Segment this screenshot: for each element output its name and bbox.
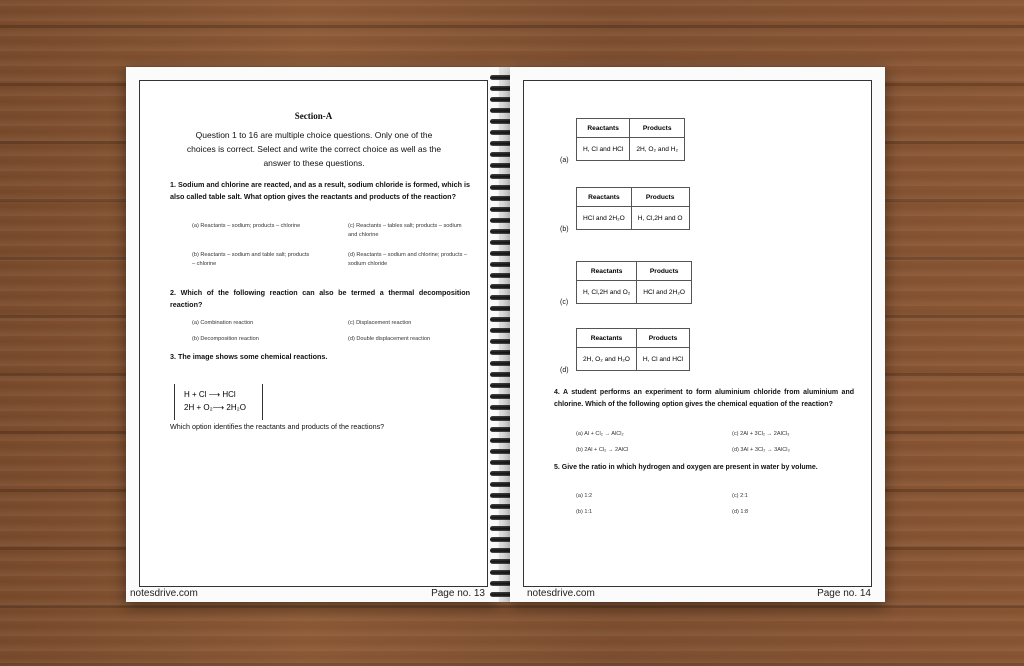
left-page: [126, 67, 499, 602]
table-d-header-products: Products: [636, 329, 689, 348]
question-1: 1. Sodium and chlorine are reacted, and as a result, sodium chloride is formed, which is also called table salt. What option gives the reactants and products of the reaction?: [170, 180, 470, 201]
table-c-products: HCl and 2H₂O: [637, 281, 692, 304]
q5-option-d: (d) 1:8: [732, 509, 749, 515]
table-a-products: 2H, O₂ and H₂: [630, 138, 685, 161]
table-b-label: (b): [560, 226, 569, 233]
section-title: Section-A: [294, 111, 333, 121]
question-3: 3. The image shows some chemical reactions.: [170, 352, 328, 361]
q2-option-a: (a) Combination reaction: [192, 320, 254, 326]
equation-box: [174, 384, 263, 420]
q1-option-a: (a) Reactants – sodium; products – chlorine: [192, 223, 301, 229]
table-c-reactants: H, Cl,2H and O₂: [577, 281, 637, 304]
q4-option-b: (b) 2Al + Cl₂ → 2AlCl: [576, 447, 629, 453]
table-d-label: (d): [560, 367, 569, 374]
q4-option-a: (a) Al + Cl₂ → AlCl₂: [576, 431, 624, 437]
table-a-label: (a): [560, 157, 569, 164]
table-b: [576, 187, 698, 235]
right-footer: [527, 586, 871, 602]
right-page-content: [523, 80, 872, 587]
footer-page-number: Page no. 14: [817, 588, 871, 599]
right-page: [510, 67, 885, 602]
q2-option-d: (d) Double displacement reaction: [348, 336, 431, 342]
intro-line-1: Question 1 to 16 are multiple choice questions. Only one of the: [195, 130, 433, 140]
table-c-header-reactants: Reactants: [577, 262, 637, 281]
q1-option-c: (c) Reactants – tables salt; products – sodium and chlorine: [348, 223, 462, 238]
q2-option-b: (b) Decomposition reaction: [192, 336, 259, 342]
q5-option-c: (c) 2:1: [732, 493, 748, 499]
table-b-reactants: HCl and 2H₂O: [577, 207, 632, 230]
table-c: [576, 261, 698, 309]
question-5: 5. Give the ratio in which hydrogen and oxygen are present in water by volume.: [554, 464, 818, 471]
intro-line-2: choices is correct. Select and write the correct choice as well as the: [186, 144, 442, 154]
footer-site: notesdrive.com: [527, 588, 595, 599]
table-a-header-products: Products: [630, 119, 685, 138]
question-2: 2. Which of the following reaction can also be termed a thermal decomposition reaction?: [170, 288, 470, 309]
equation-2: 2H + O₂⟶ 2H₂O: [184, 403, 246, 412]
q5-option-b: (b) 1:1: [576, 509, 593, 515]
table-a: [576, 118, 698, 166]
footer-site: notesdrive.com: [130, 588, 198, 599]
table-b-header-products: Products: [631, 188, 689, 207]
q1-option-b: (b) Reactants – sodium and table salt; products – chlorine: [192, 252, 310, 267]
table-d: [576, 328, 698, 376]
q4-option-c: (c) 2Al + 3Cl₂ → 2AlCl₃: [732, 431, 790, 437]
table-b-products: H, Cl,2H and O: [631, 207, 689, 230]
table-d-header-reactants: Reactants: [577, 329, 637, 348]
footer-page-number: Page no. 13: [431, 588, 485, 599]
intro-line-3: answer to these questions.: [263, 158, 365, 168]
q1-option-d: (d) Reactants – sodium and chlorine; products – sodium chloride: [348, 252, 468, 267]
table-a-reactants: H, Cl and HCl: [577, 138, 630, 161]
left-footer: [130, 586, 485, 602]
q4-option-d: (d) 3Al + 3Cl₂ → 3AlCl₃: [732, 447, 790, 453]
q5-option-a: (a) 1:2: [576, 493, 593, 499]
q2-option-c: (c) Displacement reaction: [348, 320, 412, 326]
question-4: 4. A student performs an experiment to form aluminium chloride from aluminium and chlorine. Which of the following option gives the chemical equation of the reaction?: [554, 389, 854, 408]
table-b-header-reactants: Reactants: [577, 188, 632, 207]
table-c-header-products: Products: [637, 262, 692, 281]
table-d-products: H, Cl and HCl: [636, 348, 689, 371]
equation-1: H + Cl ⟶ HCl: [184, 390, 236, 399]
table-a-header-reactants: Reactants: [577, 119, 630, 138]
table-d-reactants: 2H, O₂ and H₂O: [577, 348, 637, 371]
question-3-followup: Which option identifies the reactants and products of the reactions?: [170, 422, 385, 431]
left-page-content: [139, 80, 488, 587]
table-c-label: (c): [560, 299, 569, 306]
